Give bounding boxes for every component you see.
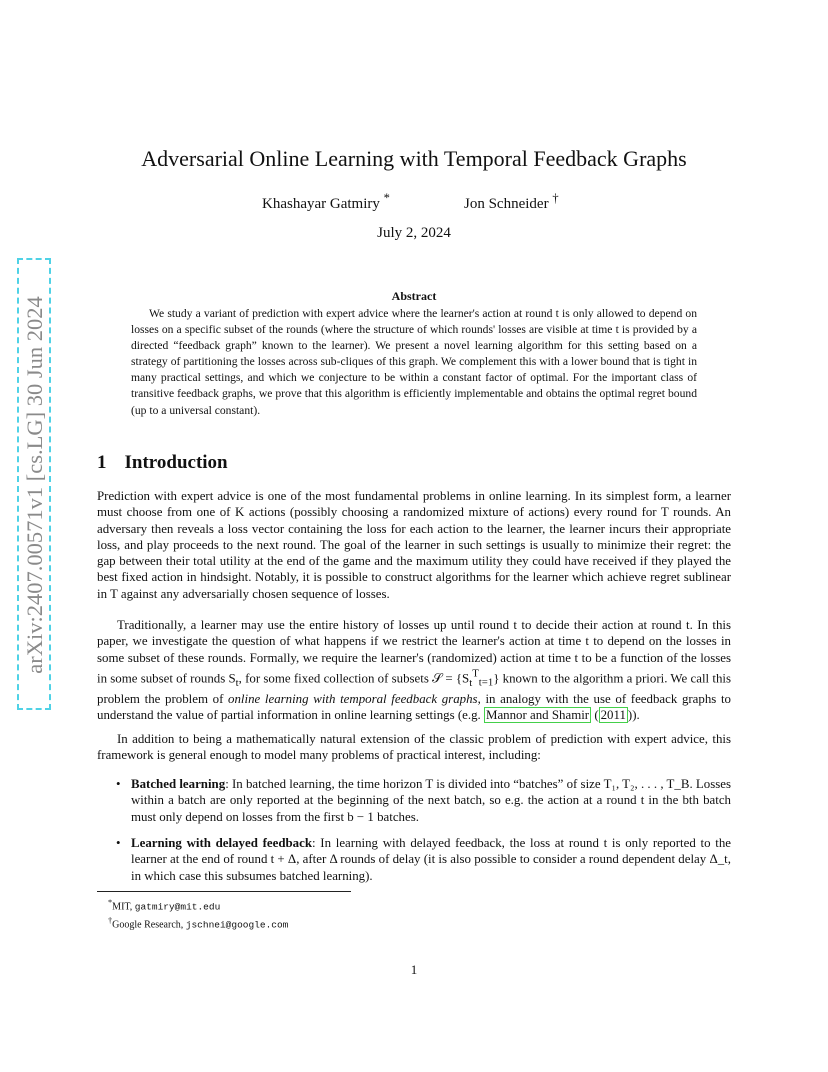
paper-title: Adversarial Online Learning with Temporal Feedback Graphs	[141, 146, 687, 171]
list-item	[116, 835, 731, 884]
bullet-dot: •	[116, 777, 121, 791]
paragraph-1: Prediction with expert advice is one of the most fundamental problems in online learning. In its simplest form, a learner must choose from one of K actions (possibly choosing a randomized mixture of actions) every round for T rounds. An adversary then reveals a loss vector containing the loss for each action to the learner, the learner incurs their appropriate loss, and play proceeds to the next round. The goal of the learner in such settings is usually to minimize their regret: the gap between their total utility at the end of the game and the maximum utility they could have received if they played the best fixed action in hindsight. Notably, it is possible to construct algorithms for the learner which achieve regret sublinear in T against any adversarially chosen sequence of losses.	[97, 489, 731, 601]
author-1	[262, 191, 390, 213]
page-number: 1	[410, 962, 418, 977]
footnote-2-mark: †	[108, 916, 113, 926]
paragraph-3: In addition to being a mathematically natural extension of the classic problem of prediction with expert advice, this framework is general enough to model many problems of practical interest, including:	[97, 732, 731, 763]
bullet-dot: •	[116, 836, 121, 850]
paper-date: July 2, 2024	[377, 225, 451, 241]
bullet-text: : In learning with delayed feedback, the loss at round t is only reported to the learner at the end of round t + Δ, after Δ rounds of delay (it is also possible to consider a round dependent delay Δ_t, in which case this subsumes batched learning).	[131, 836, 731, 883]
bullet-text: : In batched learning, the time horizon T is divided into “batches” of size T₁, T₂, . . . , T_B. Losses within a batch are only reported at the beginning of the next batch, so e.g. the action at a round t in the bth batch must only depend on losses from the first b − 1 batches.	[131, 777, 731, 824]
author-1-mark: *	[383, 191, 390, 205]
bullet-label: Batched learning	[131, 777, 226, 791]
author-1-name: Khashayar Gatmiry	[262, 196, 380, 212]
p2-set-bounds: $^T_{t=1}$	[472, 667, 494, 689]
footnote-1	[108, 896, 288, 914]
author-2-mark: †	[552, 191, 559, 205]
p2-italic-term: online learning with temporal feedback graphs	[228, 692, 478, 707]
abstract-text: We study a variant of prediction with expert advice where the learner's action at round t is only allowed to depend on losses on a specific subset of the rounds (where the structure of which rounds' losses are visible at time t is provided by a directed “feedback graph” known to the learner). We present a novel learning algorithm for this setting based on a strategy of partitioning the losses across sub-cliques of this graph. We complement this with a lower bound that is tight in many practical settings, and which we conjecture to be within a constant factor of optimal. For the important class of transitive feedback graphs, we prove that this algorithm is efficiently implementable and obtains the optimal regret bound (up to a universal constant).	[131, 307, 697, 417]
footnote-1-text: MIT,	[112, 901, 135, 913]
footnote-2-email[interactable]: jschnei@google.com	[185, 919, 289, 931]
p2-text-a: Traditionally, a learner may use the entire history of losses up until round t to decide their action at round t. In this paper, we investigate the question of what happens if we restrict the learner's action at time t to depend on the losses in some subset of these rounds. Formally, we require the learner's (randomized) action at time t to be a function of the losses in some subset of rounds S	[97, 618, 731, 686]
citation-link-year[interactable]: 2011	[600, 708, 626, 723]
p2-text-c: } known to the algorithm a priori. We call this problem the problem of	[97, 671, 731, 707]
footnotes	[108, 896, 288, 933]
arxiv-stamp[interactable]	[20, 262, 50, 707]
footnote-1-mark: *	[108, 898, 113, 907]
author-2	[464, 191, 559, 213]
author-2-name: Jon Schneider	[464, 196, 549, 212]
citation-link-authors[interactable]: Mannor and Shamir	[485, 708, 590, 723]
list-item	[116, 776, 731, 825]
section-heading	[97, 452, 228, 474]
footnote-1-email[interactable]: gatmiry@mit.edu	[134, 901, 221, 913]
section-title: Introduction	[124, 452, 228, 473]
footnote-2-text: Google Research,	[112, 919, 186, 931]
p2-text-b: , for some fixed collection of subsets 𝒮 = {S	[238, 671, 470, 686]
abstract-heading: Abstract	[391, 289, 437, 303]
p2-text-d: , in analogy with the use of feedback graphs to understand the value of partial information in online learning settings (e.g.	[97, 692, 731, 723]
footnote-rule	[97, 891, 351, 892]
section-number: 1	[97, 452, 107, 473]
arxiv-stamp-text: arXiv:2407.00571v1 [cs.LG] 30 Jun 2024	[22, 295, 47, 674]
paragraph-2: Traditionally, a learner may use the entire history of losses up until round t to decide their action at round t. In this paper, we investigate the question of what happens if we restrict the learner's action at time t to depend on the losses in some subset of these rounds. Formally, we require the learner's (randomized) action at time t to be a function of the losses in some subset of rounds $S_t$, for some fixed collection of subsets 𝒮 = $\{S_t^T_{t=1}\}$ known to the algorithm a priori. We call this problem the problem of online learning with temporal feedback graphs, in analogy with the use of feedback graphs to understand the value of partial information in online learning settings (e.g. Mannor and Shamir ( 2011 )).	[97, 618, 731, 723]
p2-text-e: )).	[627, 708, 640, 723]
footnote-2	[108, 914, 288, 932]
bullet-label: Learning with delayed feedback	[131, 836, 313, 850]
